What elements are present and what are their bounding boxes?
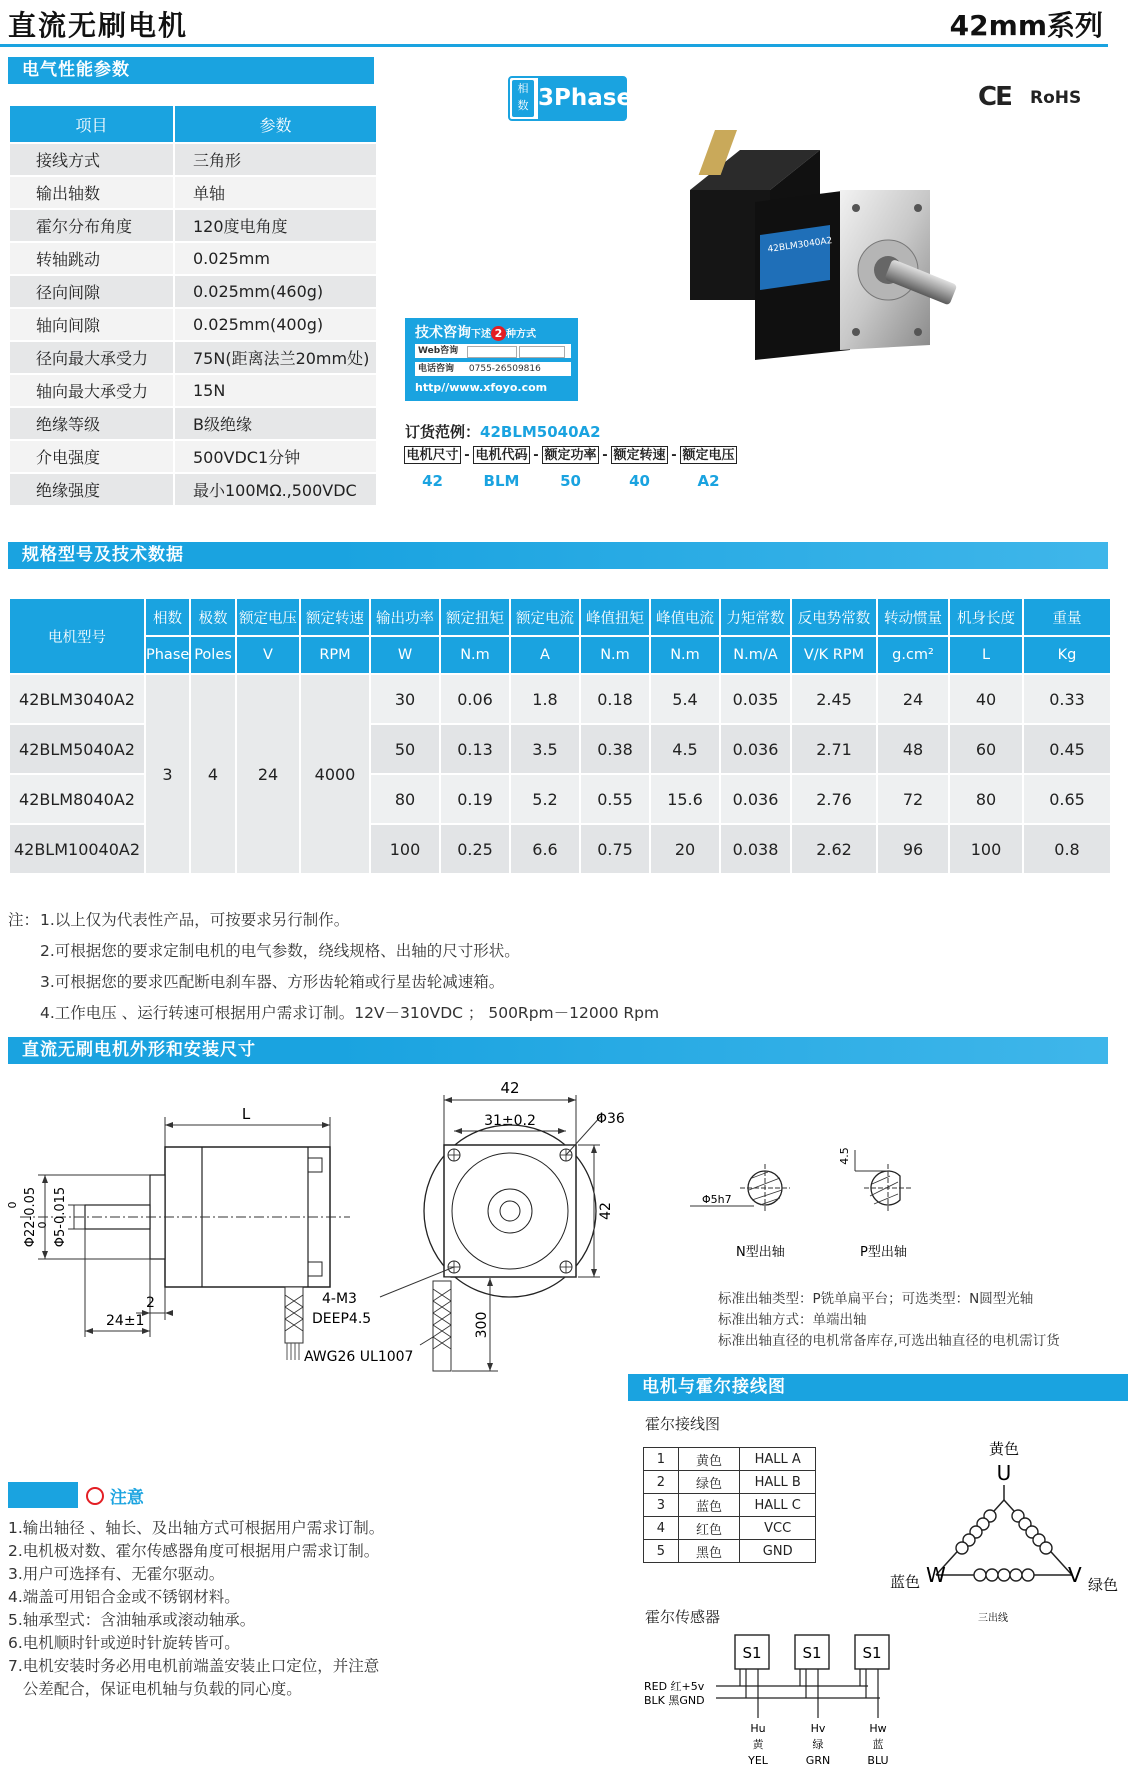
electrical-value: 75N(距离法兰20mm处) [174, 341, 377, 374]
spec-cell: 3.5 [510, 724, 580, 774]
spec-shared-poles: 4 [190, 674, 236, 874]
spec-col-unit: N.m [650, 636, 720, 674]
caution-title: 注意 [109, 1488, 144, 1508]
dim-w31: 31±0.2 [484, 1113, 536, 1129]
electrical-row [9, 242, 377, 275]
spec-col-unit: Poles [190, 636, 236, 674]
note-item: 1.以上仅为代表性产品，可按要求另行制作。 [40, 911, 350, 929]
electrical-item: 径向间隙 [9, 275, 174, 308]
spec-col-unit: V [236, 636, 300, 674]
spec-col-header: 机身长度 [949, 598, 1023, 636]
spec-col-unit: N.m/A [720, 636, 791, 674]
contact-title: 技术咨询 [415, 325, 471, 341]
spec-cell: 80 [949, 774, 1023, 824]
spec-col-header: 额定电压 [236, 598, 300, 636]
spec-cell: 0.18 [580, 674, 650, 724]
dim-24: 24±1 [106, 1313, 145, 1329]
spec-cell: 60 [949, 724, 1023, 774]
badge-line2: 数 [517, 99, 529, 112]
spec-cell: 0.38 [580, 724, 650, 774]
electrical-value: 三角形 [174, 143, 377, 176]
spec-col-unit: g.cm² [877, 636, 949, 674]
hall-cell: 绿色 [678, 1471, 740, 1494]
delta-V: V [1068, 1563, 1082, 1587]
spec-cell: 0.65 [1023, 774, 1111, 824]
sensor-s1-b: S1 [802, 1644, 822, 1662]
hall-cell: 1 [644, 1448, 679, 1471]
spec-col-header: 重量 [1023, 598, 1111, 636]
spec-cell: 100 [370, 824, 440, 874]
hall-row [644, 1471, 816, 1494]
electrical-row [9, 407, 377, 440]
order-sep: - [464, 448, 470, 463]
out-hv-en: GRN [805, 1754, 831, 1767]
order-value: A2 [697, 472, 720, 490]
spec-cell: 0.45 [1023, 724, 1111, 774]
spec-cell: 15.6 [650, 774, 720, 824]
out-hw-en: BLU [867, 1754, 889, 1767]
order-value: 42 [422, 472, 443, 490]
electrical-value: 最小100MΩ.,500VDC [174, 473, 377, 506]
electrical-row [9, 473, 377, 506]
spec-col-unit: V/K RPM [791, 636, 877, 674]
electrical-item: 接线方式 [9, 143, 174, 176]
spec-col-unit: L [949, 636, 1023, 674]
spec-cell: 0.33 [1023, 674, 1111, 724]
note-item: 2.可根据您的要求定制电机的电气参数，绕线规格、出轴的尺寸形状。 [40, 942, 520, 960]
dim-d5h7: Φ5h7 [702, 1193, 732, 1206]
spec-col-header: 峰值扭矩 [580, 598, 650, 636]
electrical-row [9, 374, 377, 407]
ce-mark: CE [978, 82, 1011, 112]
out-hv-cn: 绿 [812, 1738, 824, 1751]
order-field: 额定电压 [680, 446, 737, 464]
electrical-value: 120度电角度 [174, 209, 377, 242]
order-example [405, 421, 601, 442]
electrical-row [9, 143, 377, 176]
section-electrical: 电气性能参数 [8, 57, 374, 84]
dim-2: 2 [146, 1295, 155, 1311]
side-view-drawing [0, 1075, 370, 1375]
out-hv: Hv [810, 1722, 826, 1735]
spec-col-model: 电机型号 [9, 598, 145, 674]
order-model: 42BLM5040A2 [480, 423, 601, 441]
spec-col-unit: N.m [580, 636, 650, 674]
electrical-row [9, 440, 377, 473]
contact-phone: 0755-26509816 [468, 364, 541, 374]
spec-cell: 24 [877, 674, 949, 724]
spec-col-header: 转动惯量 [877, 598, 949, 636]
p-shaft-label: P型出轴 [860, 1245, 907, 1260]
electrical-value: 500VDC1分钟 [174, 440, 377, 473]
spec-cell: 0.036 [720, 724, 791, 774]
spec-col-unit: Phase [145, 636, 190, 674]
spec-cell: 0.75 [580, 824, 650, 874]
order-fields [404, 446, 737, 467]
phase-badge [508, 76, 633, 121]
hall-row [644, 1517, 816, 1540]
caution-item: 5.轴承型式：含油轴承或滚动轴承。 [8, 1611, 256, 1629]
spec-cell: 4.5 [650, 724, 720, 774]
electrical-item: 霍尔分布角度 [9, 209, 174, 242]
spec-col-unit: N.m [440, 636, 510, 674]
order-field: 额定功率 [542, 446, 599, 464]
order-label: 订货范例： [405, 423, 481, 441]
electrical-item: 转轴跳动 [9, 242, 174, 275]
series-title: 42mm系列 [949, 9, 1103, 42]
col-param: 参数 [174, 105, 377, 143]
contact-sub-pre: 下述 [471, 329, 491, 340]
contact-box [405, 318, 578, 401]
spec-cell: 50 [370, 724, 440, 774]
electrical-row [9, 275, 377, 308]
rohs-mark: RoHS [1030, 88, 1082, 108]
section-wiring: 电机与霍尔接线图 [628, 1374, 1128, 1401]
delta-right-label: 绿色 [1088, 1576, 1119, 1594]
spec-cell: 80 [370, 774, 440, 824]
caution-item: 3.用户可选择有、无霍尔驱动。 [8, 1565, 225, 1583]
order-value: 50 [560, 472, 581, 490]
hall-cell: 2 [644, 1471, 679, 1494]
caution-item: 6.电机顺时针或逆时针旋转皆可。 [8, 1634, 240, 1652]
sensor-s1-a: S1 [742, 1644, 762, 1662]
dim-m3: 4-M3 [322, 1291, 357, 1307]
dim-h42: 42 [598, 1202, 614, 1220]
caution-item: 7.电机安装时务必用电机前端盖安装止口定位，并注意 [8, 1657, 380, 1675]
shaft-note: 标准出轴类型：P铣单扁平台；可选类型：N圆型光轴 [718, 1291, 1034, 1307]
page-title: 直流无刷电机 [8, 9, 189, 42]
sensor-title: 霍尔传感器 [645, 1608, 721, 1626]
electrical-item: 输出轴数 [9, 176, 174, 209]
order-value: BLM [483, 472, 520, 490]
out-hu: Hu [750, 1722, 766, 1735]
hall-cell: 3 [644, 1494, 679, 1517]
spec-shared-phase: 3 [145, 674, 190, 874]
hall-cell: 5 [644, 1540, 679, 1563]
delta-caption: 三出线 [978, 1613, 1008, 1624]
sensor-s1-c: S1 [862, 1644, 882, 1662]
hall-cell: 黑色 [678, 1540, 740, 1563]
electrical-item: 介电强度 [9, 440, 174, 473]
spec-model: 42BLM10040A2 [9, 824, 145, 874]
spec-col-header: 力矩常数 [720, 598, 791, 636]
front-view-drawing [304, 1075, 660, 1375]
hall-row [644, 1494, 816, 1517]
spec-cell: 100 [949, 824, 1023, 874]
spec-cell: 0.06 [440, 674, 510, 724]
dim-h45: 4.5 [838, 1147, 851, 1165]
caution-heading [86, 1483, 144, 1508]
electrical-item: 径向最大承受力 [9, 341, 174, 374]
note-item: 3.可根据您的要求匹配断电刹车器、方形齿轮箱或行星齿轮减速箱。 [40, 973, 505, 991]
dim-L: L [241, 1105, 251, 1123]
delta-top-label: 黄色 [988, 1440, 1020, 1458]
spec-col-header: 额定扭矩 [440, 598, 510, 636]
electrical-row [9, 308, 377, 341]
spec-cell: 20 [650, 824, 720, 874]
spec-col-header: 额定转速 [300, 598, 370, 636]
electrical-row [9, 209, 377, 242]
spec-model: 42BLM3040A2 [9, 674, 145, 724]
spec-model: 42BLM5040A2 [9, 724, 145, 774]
spec-cell: 0.55 [580, 774, 650, 824]
badge-text: 3Phase [538, 78, 626, 119]
spec-col-unit: A [510, 636, 580, 674]
section-spec: 规格型号及技术数据 [8, 542, 1108, 569]
electrical-table [8, 104, 378, 507]
out-hu-cn: 黄 [752, 1738, 764, 1751]
hall-title: 霍尔接线图 [645, 1415, 721, 1433]
electrical-item: 绝缘等级 [9, 407, 174, 440]
spec-cell: 2.62 [791, 824, 877, 874]
out-hw-cn: 蓝 [872, 1738, 884, 1751]
spec-model: 42BLM8040A2 [9, 774, 145, 824]
dim-awg: AWG26 UL1007 [304, 1349, 414, 1365]
spec-cell: 96 [877, 824, 949, 874]
spec-cell: 0.13 [440, 724, 510, 774]
spec-cell: 48 [877, 724, 949, 774]
spec-col-header: 相数 [145, 598, 190, 636]
order-sep: - [602, 448, 608, 463]
spec-cell: 5.4 [650, 674, 720, 724]
spec-col-header: 峰值电流 [650, 598, 720, 636]
spec-cell: 5.2 [510, 774, 580, 824]
contact-url[interactable]: http//www.xfoyo.com [415, 381, 548, 394]
dim-w42: 42 [500, 1079, 520, 1097]
delta-diagram [880, 1430, 1130, 1630]
spec-col-unit: RPM [300, 636, 370, 674]
hall-cell: GND [740, 1540, 816, 1563]
delta-U: U [996, 1461, 1012, 1485]
hall-cell: VCC [740, 1517, 816, 1540]
order-sep: - [671, 448, 677, 463]
hall-table [643, 1447, 816, 1563]
dim-d36: Φ36 [596, 1111, 625, 1127]
electrical-value: 0.025mm(460g) [174, 275, 377, 308]
order-field: 额定转速 [611, 446, 668, 464]
electrical-value: 0.025mm(400g) [174, 308, 377, 341]
order-field: 电机代码 [473, 446, 530, 464]
spec-cell: 30 [370, 674, 440, 724]
spec-col-unit: Kg [1023, 636, 1111, 674]
sensor-red-label: RED 红+5v [644, 1680, 705, 1693]
order-field: 电机尺寸 [404, 446, 461, 464]
hall-cell: 黄色 [678, 1448, 740, 1471]
order-sep: - [533, 448, 539, 463]
hall-row [644, 1448, 816, 1471]
delta-W: W [926, 1563, 946, 1587]
electrical-item: 轴向间隙 [9, 308, 174, 341]
n-shaft-label: N型出轴 [736, 1245, 785, 1260]
out-hw: Hw [869, 1722, 887, 1735]
dim-d5: Φ5-0.015 [53, 1186, 68, 1248]
electrical-row [9, 341, 377, 374]
electrical-item: 绝缘强度 [9, 473, 174, 506]
spec-cell: 2.45 [791, 674, 877, 724]
caution-list [8, 1517, 384, 1701]
spec-col-header: 额定电流 [510, 598, 580, 636]
motor-photo [660, 130, 970, 400]
badge-line1: 相 [517, 82, 529, 95]
shaft-drawings [690, 1140, 940, 1260]
note-item: 4.工作电压 、运行转速可根据用户需求订制。12V－310VDC ； 500Rpm－12000 Rpm [40, 1004, 660, 1022]
electrical-value: 15N [174, 374, 377, 407]
order-value: 40 [629, 472, 650, 490]
contact-phone-label: 电话咨询 [418, 364, 455, 374]
hall-cell: 4 [644, 1517, 679, 1540]
electrical-item: 轴向最大承受力 [9, 374, 174, 407]
hall-sensor-diagram [640, 1628, 940, 1770]
hall-cell: HALL B [740, 1471, 816, 1494]
notes-prefix: 注： [8, 911, 40, 929]
hall-cell: 红色 [678, 1517, 740, 1540]
caution-item: 4.端盖可用铝合金或不锈钢材料。 [8, 1588, 240, 1606]
caution-item: 2.电机极对数、霍尔传感器角度可根据用户需求订制。 [8, 1542, 380, 1560]
spec-row [9, 674, 1111, 724]
spec-col-unit: W [370, 636, 440, 674]
caution-icon [86, 1487, 104, 1505]
spec-cell: 0.8 [1023, 824, 1111, 874]
spec-col-header: 极数 [190, 598, 236, 636]
spec-cell: 6.6 [510, 824, 580, 874]
dim-deep: DEEP4.5 [312, 1311, 372, 1327]
caution-bar [8, 1482, 78, 1508]
delta-left-label: 蓝色 [890, 1573, 921, 1591]
shaft-note: 标准出轴直径的电机常备库存,可选出轴直径的电机需订货 [718, 1333, 1060, 1349]
shaft-notes [718, 1289, 1060, 1352]
hall-cell: HALL A [740, 1448, 816, 1471]
caution-item: 公差配合，保证电机轴与负载的同心度。 [8, 1680, 302, 1698]
spec-shared-voltage: 24 [236, 674, 300, 874]
spec-cell: 1.8 [510, 674, 580, 724]
header-rule [0, 44, 1108, 47]
contact-number-badge: 2 [491, 326, 506, 341]
spec-col-header: 输出功率 [370, 598, 440, 636]
spec-cell: 2.76 [791, 774, 877, 824]
spec-shared-speed: 4000 [300, 674, 370, 874]
electrical-value: 0.025mm [174, 242, 377, 275]
hall-row [644, 1540, 816, 1563]
spec-cell: 2.71 [791, 724, 877, 774]
electrical-value: 单轴 [174, 176, 377, 209]
section-dims: 直流无刷电机外形和安装尺寸 [8, 1037, 1108, 1064]
spec-table [8, 597, 1112, 875]
spec-cell: 0.25 [440, 824, 510, 874]
spec-col-header: 反电势常数 [791, 598, 877, 636]
electrical-value: B级绝缘 [174, 407, 377, 440]
spec-cell: 40 [949, 674, 1023, 724]
dim-d5-top: 0 [36, 1221, 49, 1229]
spec-cell: 0.036 [720, 774, 791, 824]
spec-cell: 0.038 [720, 824, 791, 874]
dim-d22: Φ22-0.05 [23, 1186, 38, 1248]
caution-item: 1.输出轴径 、轴长、及出轴方式可根据用户需求订制。 [8, 1519, 385, 1537]
hall-cell: 蓝色 [678, 1494, 740, 1517]
col-item: 项目 [9, 105, 174, 143]
sensor-blk-label: BLK 黑GND [644, 1694, 705, 1707]
hall-cell: HALL C [740, 1494, 816, 1517]
out-hu-en: YEL [748, 1754, 768, 1767]
motor-label: 42BLM3040A2 [767, 235, 833, 255]
dim-300: 300 [474, 1311, 490, 1339]
electrical-row [9, 176, 377, 209]
shaft-note: 标准出轴方式：单端出轴 [718, 1312, 867, 1328]
contact-web-label: Web咨询 [418, 346, 459, 356]
spec-cell: 72 [877, 774, 949, 824]
dim-d22-top: 0 [6, 1201, 19, 1209]
notes-block [8, 905, 659, 1029]
spec-cell: 0.035 [720, 674, 791, 724]
contact-sub-post: 种方式 [506, 329, 536, 340]
spec-cell: 0.19 [440, 774, 510, 824]
